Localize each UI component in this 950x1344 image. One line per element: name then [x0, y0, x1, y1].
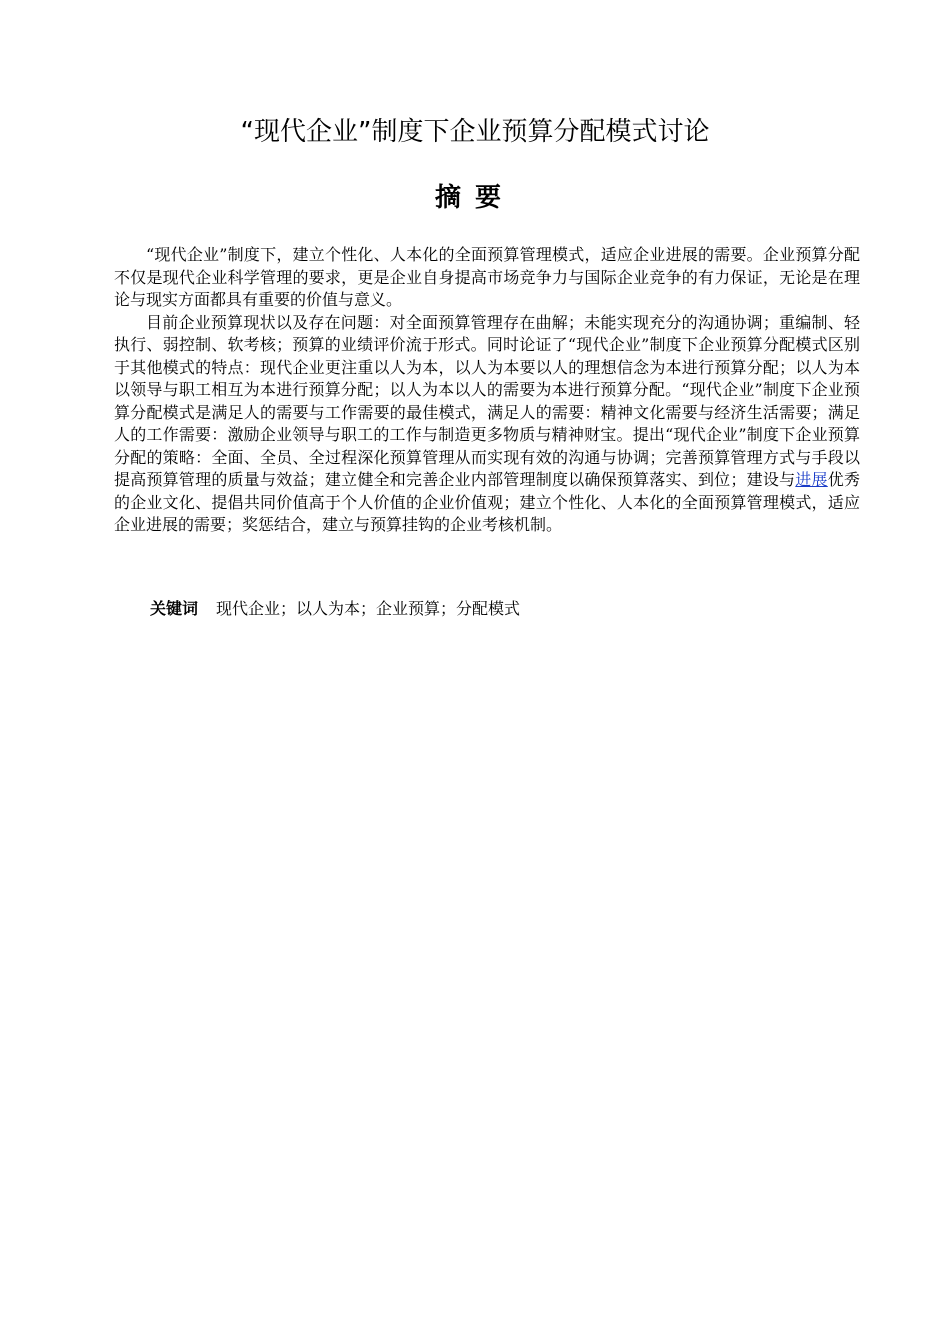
- abstract-paragraph-1: “现代企业”制度下，建立个性化、人本化的全面预算管理模式，适应企业进展的需要。企业预算分配不仅是现代企业科学管理的要求，更是企业自身提高市场竞争力与国际企业竞争的有力保证，无论是在理论与现实方面都具有重要的价值与意义。: [114, 245, 860, 309]
- keywords-label: 关键词: [150, 599, 199, 618]
- document-title: “现代企业”制度下企业预算分配模式讨论: [240, 117, 710, 147]
- abstract-paragraph-2: [114, 312, 860, 537]
- abstract-body: [114, 244, 860, 537]
- paragraph-2-text-start: 目前企业预算现状以及存在问题：对全面预算管理存在曲解；未能实现充分的沟通协调；重编制、轻执行、弱控制、软考核；预算的业绩评价流于形式。同时论证了“现代企业”制度下企业预算分配模式区别于其他模式的特点：现代企业更注重以人为本，以人为本要以人的理想信念为本进行预算分配；以人为本以领导与职工相互为本进行预算分配；以人为本以人的需要为本进行预算分配。“现代企业”制度下企业预算分配模式是满足人的需要与工作需要的最佳模式，满足人的需要：精神文化需要与经济生活需要；满足人的工作需要：激励企业领导与职工的工作与制造更多物质与精神财宝。提出“现代企业”制度下企业预算分配的策略：全面、全员、全过程深化预算管理从而实现有效的沟通与协调；完善预算管理方式与手段以提高预算管理的质量与效益；建立健全和完善企业内部管理制度以确保预算落实、到位；建设与: [114, 312, 860, 489]
- abstract-heading: 摘要: [434, 183, 515, 213]
- keywords-line: [150, 597, 860, 621]
- keywords-text: 现代企业；以人为本；企业预算；分配模式: [216, 599, 521, 618]
- paragraph-2-text-end: 优秀的企业文化、提倡共同价值高于个人价值的企业价值观；建立个性化、人本化的全面预算管理模式，适应企业进展的需要；奖惩结合，建立与预算挂钩的企业考核机制。: [114, 470, 860, 534]
- jinzhan-link[interactable]: 进展: [795, 470, 828, 489]
